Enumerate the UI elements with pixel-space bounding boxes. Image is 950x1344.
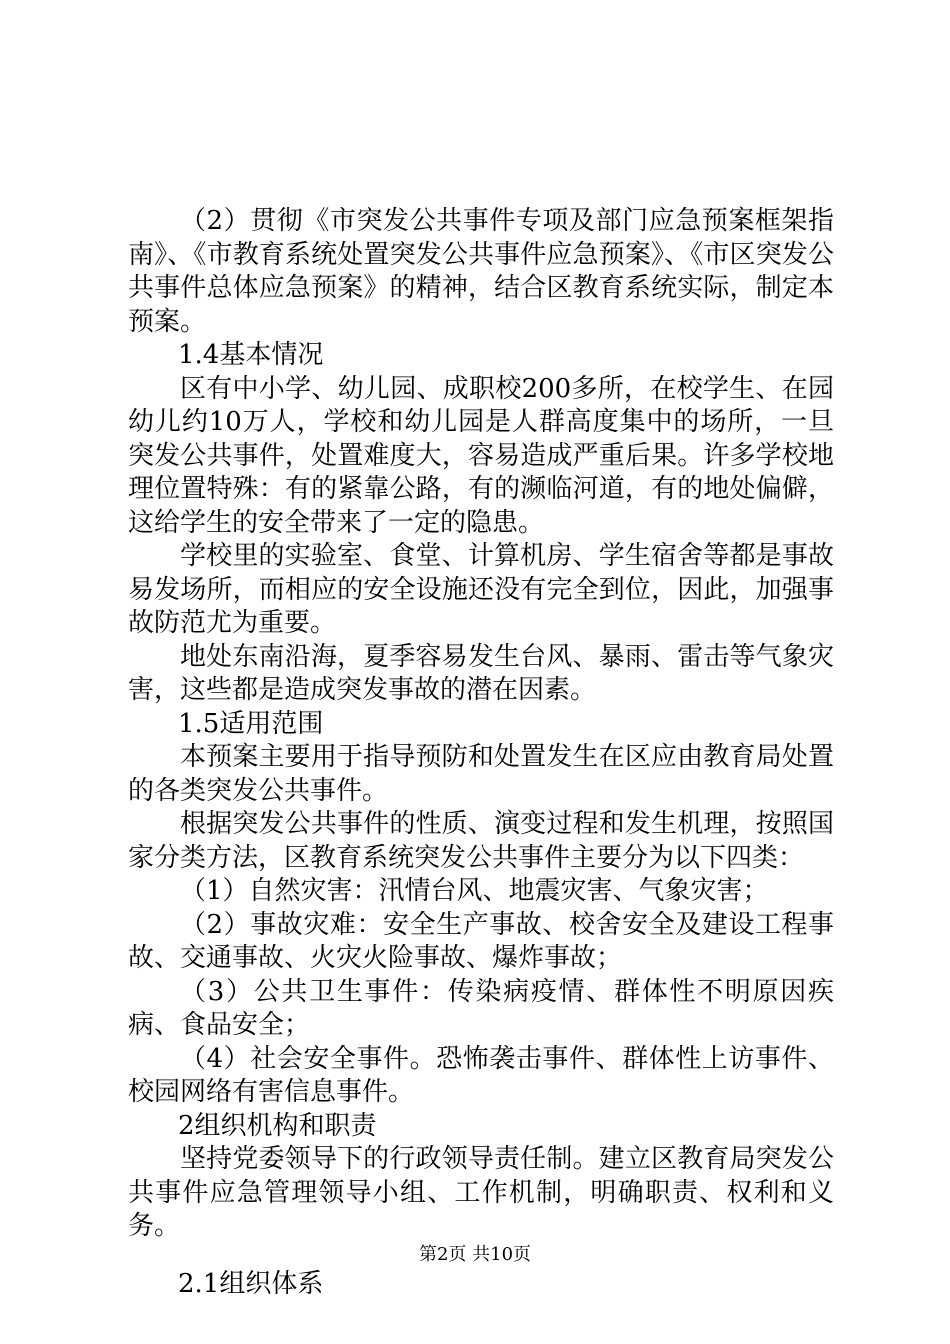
- heading-organization-system: 2.1组织体系: [178, 1268, 324, 1299]
- page-number-footer: 第2页 共10页: [418, 1244, 532, 1265]
- heading-organization: 2组织机构和职责: [178, 1110, 377, 1141]
- paragraph-weather: 地处东南沿海，夏季容易发生台风、暴雨、雷击等气象灾害，这些都是造成突发事故的潜在因素。: [128, 641, 834, 705]
- list-item-social-safety: （4）社会安全事件。恐怖袭击事件、群体性上访事件、校园网络有害信息事件。: [128, 1043, 834, 1107]
- paragraph-scope: 本预案主要用于指导预防和处置发生在区应由教育局处置的各类突发公共事件。: [128, 742, 834, 806]
- paragraph-classification: 根据突发公共事件的性质、演变过程和发生机理，按照国家分类方法，区教育系统突发公共事件主要分为以下四类：: [128, 809, 834, 873]
- list-item-public-health: （3）公共卫生事件：传染病疫情、群体性不明原因疾病、食品安全；: [128, 976, 834, 1040]
- paragraph-guideline: （2）贯彻《市突发公共事件专项及部门应急预案框架指南》、《市教育系统处置突发公共事件应急预案》、《市区突发公共事件总体应急预案》的精神，结合区教育系统实际，制定本预案。: [128, 206, 834, 337]
- list-item-natural-disaster: （1）自然灾害：汛情台风、地震灾害、气象灾害；: [180, 876, 769, 906]
- document-body: [128, 205, 834, 1301]
- heading-basic-situation: 1.4基本情况: [178, 340, 324, 370]
- paragraph-schools-overview: 区有中小学、幼儿园、成职校200多所，在校学生、在园幼儿约10万人，学校和幼儿园是人群高度集中的场所，一旦突发公共事件，处置难度大，容易造成严重后果。许多学校地理位置特殊：有的紧靠公路，有的濒临河道，有的地处偏僻，这给学生的安全带来了一定的隐患。: [128, 373, 834, 538]
- heading-scope: 1.5适用范围: [178, 708, 324, 739]
- list-item-accident: （2）事故灾难：安全生产事故、校舍安全及建设工程事故、交通事故、火灾火险事故、爆炸事故；: [128, 909, 834, 973]
- paragraph-leadership: 坚持党委领导下的行政领导责任制。建立区教育局突发公共事件应急管理领导小组、工作机制，明确职责、权利和义务。: [128, 1144, 834, 1241]
- paragraph-facilities: 学校里的实验室、食堂、计算机房、学生宿舍等都是事故易发场所，而相应的安全设施还没有完全到位，因此，加强事故防范尤为重要。: [128, 541, 834, 638]
